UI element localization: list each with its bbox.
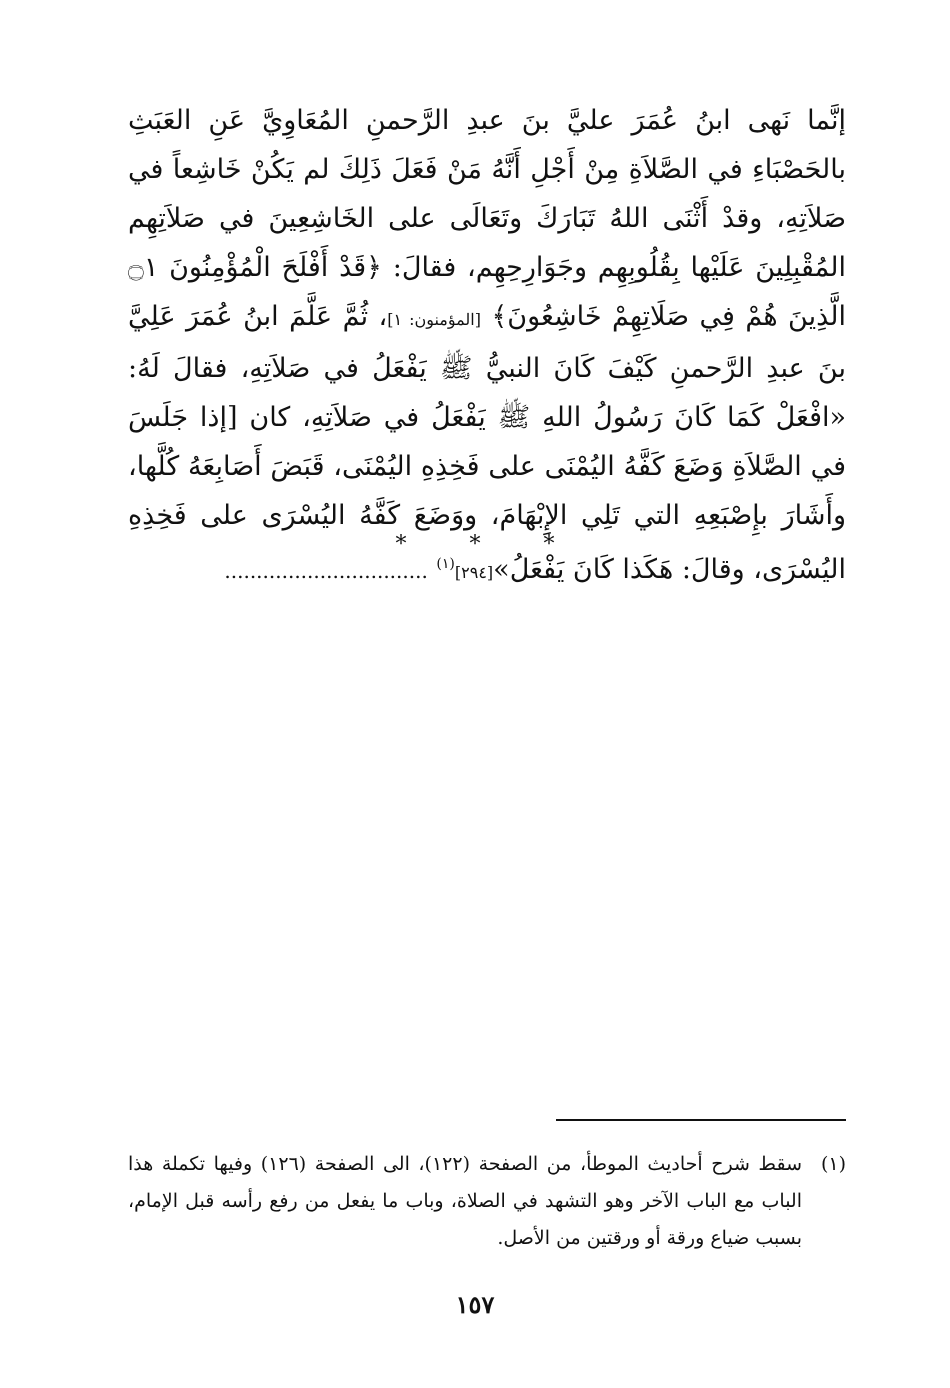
paragraph-part-1: إنَّما نَهى ابنُ عُمَرَ عليَّ بنَ عبدِ الرَّحمنِ المُعَاوِيَّ عَنِ العَبَثِ بالحَصْبَاءِ في الصَّلاَةِ مِنْ أَجْلِ أَنَّهُ مَنْ فَعَلَ ذَلِكَ لم يَكُنْ خَاشِعاً في صَلاَتِهِ، وقدْ أَثْنَى اللهُ تَبَارَكَ وتَعَالَى على الخَاشِعِينَ في صَلاَتِهِم المُقْبِلِينَ عَلَيْها بِقُلُوبِهِم وجَوَارِحِهِم، فقالَ: (128, 105, 846, 283)
quran-verse: ﴿قَدْ أَفْلَحَ الْمُؤْمِنُونَ ۝١ الَّذِينَ هُمْ فِي صَلَاتِهِمْ خَاشِعُونَ﴾ (128, 252, 846, 332)
section-separator: * * * (395, 532, 583, 557)
leader-dots: ................................ (224, 559, 428, 583)
page-number: ١٥٧ (455, 1290, 495, 1319)
main-body-text (128, 96, 846, 597)
footnote-text: سقط شرح أحاديث الموطأ، من الصفحة (١٢٢)، الى الصفحة (١٢٦) وفيها تكملة هذا الباب مع الباب الآخر وهو التشهد في الصلاة، وباب ما يفعل من رفع رأسه قبل الإمام، بسبب ضياع ورقة أو ورقتين من الأصل. (128, 1153, 803, 1249)
hadith-number: [٢٩٤] (454, 563, 494, 582)
footnote-divider (556, 1119, 846, 1121)
paragraph-part-2: ، ثُمَّ عَلَّمَ ابنُ عُمَرَ عَلِيَّ بنَ عبدِ الرَّحمنِ كَيْفَ كَانَ النبيُّ ﷺ يَفْعَلُ في صَلاَتِهِ، فقالَ لَهُ: «افْعَلْ كَمَا كَانَ رَسُولُ اللهِ ﷺ يَفْعَلُ في صَلاَتِهِ، كان [إذا جَلَسَ في الصَّلاَةِ وَضَعَ كَفَّهُ اليُمْنَى على فَخِذِهِ اليُمْنَى، قَبَضَ أَصَابِعَهُ كُلَّها، وأَشَارَ بإِصْبَعِهِ التي تَلِي الإِبْهَامَ، ووَضَعَ كَفَّهُ اليُسْرَى على فَخِذِهِ اليُسْرَى، وقالَ: هَكَذا كَانَ يَفْعَلُ» (128, 301, 846, 585)
footnote (128, 1146, 846, 1257)
main-paragraph (128, 96, 846, 597)
quran-reference: [المؤمنون: ١] (387, 310, 481, 329)
footnote-marker: (١) (436, 556, 455, 572)
footnote-number: (١) (820, 1153, 846, 1175)
